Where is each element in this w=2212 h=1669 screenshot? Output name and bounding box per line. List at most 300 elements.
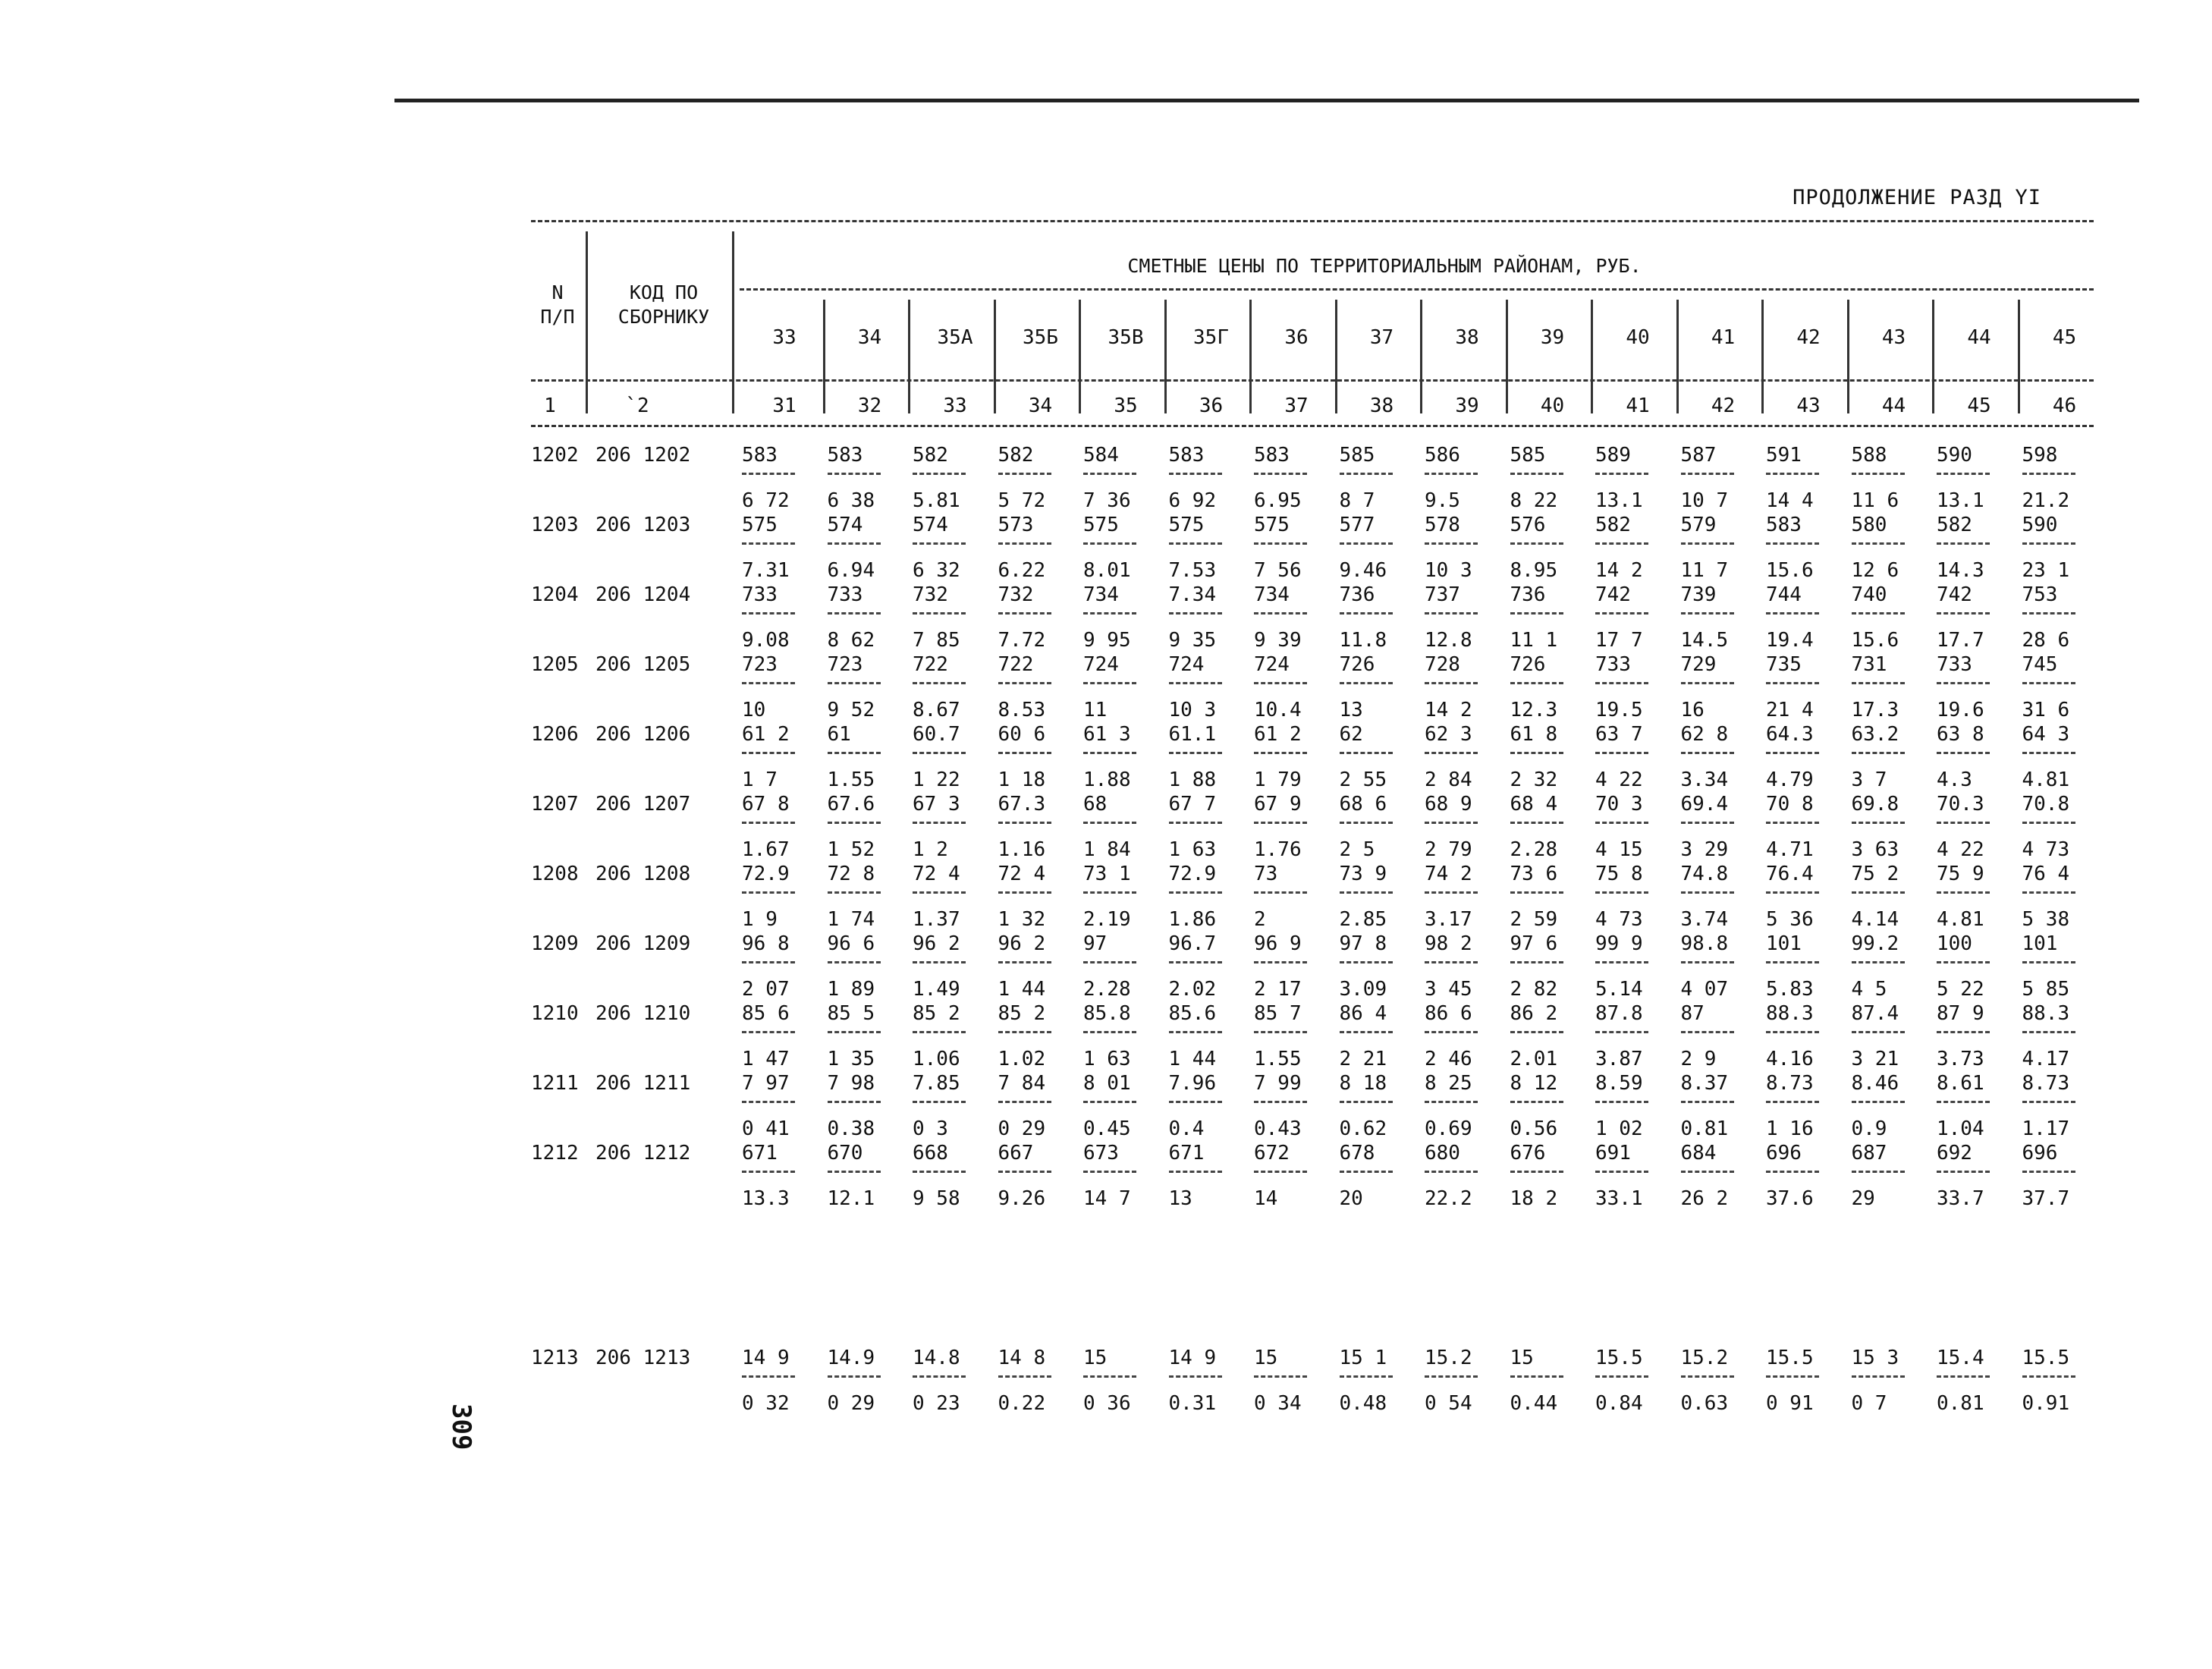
fraction-line: [1425, 682, 1478, 684]
price-cell-top: 62 3: [1425, 723, 1472, 746]
fraction-line: [1169, 1031, 1222, 1033]
price-cell-bottom: 9 52: [827, 699, 875, 721]
price-cell-top: 579: [1680, 514, 1717, 536]
fraction-line: [1937, 1171, 1990, 1173]
price-cell-top: 60 6: [998, 723, 1046, 746]
price-cell-bottom: 9.08: [742, 629, 790, 652]
price-cell-bottom: 0.4: [1168, 1117, 1205, 1140]
price-cell-bottom: 1 22: [913, 768, 960, 791]
col-n-label: N П/П: [540, 281, 575, 328]
fraction-line: [828, 682, 881, 684]
price-cell-bottom: 0 41: [742, 1117, 790, 1140]
fraction-line: [1254, 961, 1307, 963]
price-cell-top: 590: [2022, 514, 2058, 536]
row-code: 206 1205: [595, 653, 691, 676]
fraction-line: [1595, 1375, 1648, 1378]
fraction-line: [1425, 1031, 1478, 1033]
price-cell-top: 740: [1851, 583, 1887, 606]
fraction-line: [1937, 891, 1990, 894]
price-cell-top: 691: [1595, 1142, 1631, 1165]
price-cell-top: 98 2: [1425, 932, 1472, 955]
price-cell-bottom: 0.91: [2022, 1392, 2070, 1415]
row-code: 206 1207: [595, 793, 691, 816]
price-cell-top: 670: [827, 1142, 863, 1165]
fraction-line: [742, 542, 795, 545]
fraction-line: [1083, 752, 1136, 754]
price-cell-top: 15.5: [1595, 1347, 1643, 1369]
price-cell-bottom: 2 59: [1510, 908, 1558, 931]
column-number-1: 1: [544, 394, 556, 417]
price-cell-top: 668: [913, 1142, 948, 1165]
district-header-cell: 35Г: [1193, 326, 1229, 349]
row-number: 1213: [531, 1347, 579, 1369]
fraction-line: [1340, 1031, 1393, 1033]
price-cell-top: 723: [827, 653, 863, 676]
price-cell-top: 15 1: [1339, 1347, 1387, 1369]
price-cell-top: 667: [998, 1142, 1034, 1165]
fraction-line: [998, 1171, 1051, 1173]
fraction-line: [1937, 1101, 1990, 1103]
fraction-line: [2022, 473, 2075, 475]
price-cell-top: 728: [1425, 653, 1460, 676]
price-cell-bottom: 2 07: [742, 978, 790, 1001]
fraction-line: [2022, 1031, 2075, 1033]
fraction-line: [828, 891, 881, 894]
fraction-line: [1595, 822, 1648, 824]
fraction-line: [1340, 1375, 1393, 1378]
price-cell-top: 676: [1510, 1142, 1546, 1165]
price-cell-top: 14 9: [742, 1347, 790, 1369]
price-cell-bottom: 2.01: [1510, 1048, 1558, 1070]
column-number-cell: 31: [772, 394, 797, 417]
row-number: 1211: [531, 1072, 579, 1095]
price-cell-top: 69.8: [1851, 793, 1899, 816]
price-cell-top: 73: [1254, 863, 1278, 885]
fraction-line: [1852, 473, 1905, 475]
fraction-line: [1852, 752, 1905, 754]
price-cell-bottom: 1 18: [998, 768, 1046, 791]
fraction-line: [1681, 961, 1734, 963]
row-number: 1209: [531, 932, 579, 955]
price-cell-bottom: 0 34: [1254, 1392, 1302, 1415]
fraction-line: [1083, 612, 1136, 614]
price-cell-top: 68 4: [1510, 793, 1558, 816]
fraction-line: [1681, 752, 1734, 754]
fraction-line: [742, 682, 795, 684]
price-cell-bottom: 0 91: [1766, 1392, 1814, 1415]
price-cell-top: 582: [913, 444, 948, 467]
fraction-line: [1937, 473, 1990, 475]
fraction-line: [1254, 1171, 1307, 1173]
fraction-line: [2022, 1171, 2075, 1173]
price-cell-top: 15.5: [1766, 1347, 1814, 1369]
price-cell-top: 15.2: [1425, 1347, 1472, 1369]
row-number: 1203: [531, 514, 579, 536]
fraction-line: [1510, 1171, 1563, 1173]
price-cell-top: 7 99: [1254, 1072, 1302, 1095]
fraction-line: [1595, 891, 1648, 894]
fraction-line: [828, 612, 881, 614]
fraction-line: [998, 961, 1051, 963]
price-cell-top: 75 8: [1595, 863, 1643, 885]
price-cell-bottom: 5 38: [2022, 908, 2070, 931]
price-cell-top: 575: [742, 514, 778, 536]
price-cell-top: 101: [1766, 932, 1802, 955]
fraction-line: [1595, 961, 1648, 963]
price-cell-bottom: 29: [1851, 1187, 1875, 1210]
fraction-line: [1425, 473, 1478, 475]
fraction-line: [913, 1171, 966, 1173]
price-cell-top: 586: [1425, 444, 1460, 467]
price-cell-bottom: 8.67: [913, 699, 960, 721]
price-cell-top: 74 2: [1425, 863, 1472, 885]
price-cell-top: 684: [1680, 1142, 1717, 1165]
fraction-line: [1083, 961, 1136, 963]
price-cell-top: 72.9: [742, 863, 790, 885]
price-cell-top: 75 9: [1937, 863, 1984, 885]
price-cell-top: 582: [1595, 514, 1631, 536]
price-cell-bottom: 13.3: [742, 1187, 790, 1210]
header-mid-rule: [531, 379, 2094, 382]
row-code: 206 1213: [595, 1347, 691, 1369]
fraction-line: [2022, 612, 2075, 614]
fraction-line: [1254, 752, 1307, 754]
price-cell-bottom: 0 29: [998, 1117, 1046, 1140]
price-cell-top: 722: [998, 653, 1034, 676]
price-cell-bottom: 31 6: [2022, 699, 2070, 721]
fraction-line: [742, 752, 795, 754]
fraction-line: [1937, 612, 1990, 614]
fraction-line: [1340, 1101, 1393, 1103]
price-cell-bottom: 13.1: [1937, 489, 1984, 512]
price-cell-bottom: 0 36: [1083, 1392, 1131, 1415]
price-cell-bottom: 33.7: [1937, 1187, 1984, 1210]
price-cell-top: 85 2: [913, 1002, 960, 1025]
price-cell-bottom: 19.5: [1595, 699, 1643, 721]
fraction-line: [828, 1101, 881, 1103]
price-cell-top: 583: [1766, 514, 1802, 536]
price-cell-bottom: 2.28: [1083, 978, 1131, 1001]
district-header-cell: 34: [857, 326, 882, 349]
column-number-cell: 43: [1796, 394, 1821, 417]
price-cell-bottom: 2 46: [1425, 1048, 1472, 1070]
fraction-line: [1510, 891, 1563, 894]
fraction-line: [1425, 1375, 1478, 1378]
price-cell-bottom: 6.22: [998, 559, 1046, 582]
price-cell-bottom: 2 84: [1425, 768, 1472, 791]
fraction-line: [1852, 682, 1905, 684]
price-cell-top: 70 8: [1766, 793, 1814, 816]
fraction-line: [998, 542, 1051, 545]
price-cell-bottom: 37.6: [1766, 1187, 1814, 1210]
price-cell-top: 61 3: [1083, 723, 1131, 746]
price-cell-top: 61 2: [1254, 723, 1302, 746]
fraction-line: [828, 822, 881, 824]
fraction-line: [1852, 542, 1905, 545]
price-cell-top: 732: [913, 583, 948, 606]
row-code: 206 1211: [595, 1072, 691, 1095]
fraction-line: [1083, 1375, 1136, 1378]
price-cell-top: 7 98: [827, 1072, 875, 1095]
price-cell-bottom: 4 5: [1851, 978, 1887, 1001]
price-cell-top: 576: [1510, 514, 1546, 536]
price-cell-bottom: 28 6: [2022, 629, 2070, 652]
price-cell-top: 736: [1510, 583, 1546, 606]
price-cell-top: 582: [1937, 514, 1972, 536]
fraction-line: [1425, 822, 1478, 824]
price-cell-bottom: 1.17: [2022, 1117, 2070, 1140]
price-cell-top: 7 84: [998, 1072, 1046, 1095]
fraction-line: [1425, 752, 1478, 754]
price-cell-bottom: 1 7: [742, 768, 778, 791]
fraction-line: [1937, 682, 1990, 684]
fraction-line: [1340, 682, 1393, 684]
price-cell-top: 585: [1339, 444, 1375, 467]
fraction-line: [1852, 1101, 1905, 1103]
price-cell-top: 72 4: [913, 863, 960, 885]
fraction-line: [1254, 1101, 1307, 1103]
price-cell-bottom: 8.95: [1510, 559, 1558, 582]
fraction-line: [828, 1171, 881, 1173]
price-cell-top: 671: [742, 1142, 778, 1165]
price-cell-top: 73 1: [1083, 863, 1131, 885]
price-cell-top: 75 2: [1851, 863, 1899, 885]
column-number-cell: 32: [857, 394, 882, 417]
price-cell-top: 583: [1254, 444, 1290, 467]
fraction-line: [1254, 822, 1307, 824]
fraction-line: [1083, 682, 1136, 684]
price-cell-bottom: 0.63: [1680, 1392, 1729, 1415]
price-cell-bottom: 1.02: [998, 1048, 1046, 1070]
price-cell-top: 86 4: [1339, 1002, 1387, 1025]
price-cell-bottom: 9.26: [998, 1187, 1046, 1210]
price-cell-top: 85 2: [998, 1002, 1046, 1025]
price-cell-bottom: 0.22: [998, 1392, 1046, 1415]
fraction-line: [2022, 682, 2075, 684]
column-number-cell: 34: [1028, 394, 1053, 417]
price-cell-bottom: 6 38: [827, 489, 875, 512]
price-cell-top: 8.73: [1766, 1072, 1814, 1095]
row-code: 206 1206: [595, 723, 691, 746]
district-header-cell: 40: [1626, 326, 1650, 349]
price-cell-bottom: 0.84: [1595, 1392, 1643, 1415]
price-cell-bottom: 8 7: [1339, 489, 1375, 512]
price-cell-top: 72.9: [1168, 863, 1217, 885]
price-cell-bottom: 5 22: [1937, 978, 1984, 1001]
price-cell-bottom: 15.6: [1851, 629, 1899, 652]
price-cell-bottom: 7 36: [1083, 489, 1131, 512]
price-cell-bottom: 1.49: [913, 978, 960, 1001]
price-cell-bottom: 14: [1254, 1187, 1278, 1210]
price-cell-bottom: 1 88: [1168, 768, 1217, 791]
price-cell-top: 61 8: [1510, 723, 1558, 746]
fraction-line: [828, 542, 881, 545]
price-cell-bottom: 4.16: [1766, 1048, 1814, 1070]
price-cell-bottom: 1 44: [998, 978, 1046, 1001]
fraction-line: [1340, 473, 1393, 475]
column-number-cell: 44: [1881, 394, 1906, 417]
price-cell-bottom: 5.83: [1766, 978, 1814, 1001]
fraction-line: [1595, 612, 1648, 614]
fraction-line: [1852, 1171, 1905, 1173]
price-cell-bottom: 7.72: [998, 629, 1046, 652]
fraction-line: [1169, 891, 1222, 894]
column-number-cell: 41: [1626, 394, 1650, 417]
price-cell-bottom: 22.2: [1425, 1187, 1472, 1210]
row-number: 1202: [531, 444, 579, 467]
price-cell-bottom: 5.81: [913, 489, 960, 512]
price-cell-bottom: 1 74: [827, 908, 875, 931]
price-cell-top: 8 25: [1425, 1072, 1472, 1095]
fraction-line: [1937, 961, 1990, 963]
fraction-line: [998, 1375, 1051, 1378]
price-cell-top: 734: [1254, 583, 1290, 606]
price-cell-top: 96 8: [742, 932, 790, 955]
price-cell-bottom: 1 9: [742, 908, 778, 931]
fraction-line: [1169, 1375, 1222, 1378]
price-cell-bottom: 0 23: [913, 1392, 960, 1415]
fraction-line: [1425, 1171, 1478, 1173]
price-cell-top: 68 6: [1339, 793, 1387, 816]
price-cell-bottom: 7.53: [1168, 559, 1217, 582]
price-cell-top: 76 4: [2022, 863, 2070, 885]
fraction-line: [998, 1031, 1051, 1033]
header-vline: [586, 231, 588, 413]
price-cell-bottom: 8 22: [1510, 489, 1558, 512]
price-cell-bottom: 1.88: [1083, 768, 1131, 791]
price-cell-top: 76.4: [1766, 863, 1814, 885]
fraction-line: [1510, 473, 1563, 475]
top-rule: [394, 99, 2139, 102]
price-cell-bottom: 11.8: [1339, 629, 1387, 652]
fraction-line: [913, 822, 966, 824]
price-cell-top: 733: [1937, 653, 1972, 676]
price-cell-bottom: 4.14: [1851, 908, 1899, 931]
price-cell-top: 733: [827, 583, 863, 606]
fraction-line: [2022, 542, 2075, 545]
price-cell-bottom: 4 22: [1937, 838, 1984, 861]
price-cell-bottom: 17.3: [1851, 699, 1899, 721]
price-cell-bottom: 2 82: [1510, 978, 1558, 1001]
price-cell-bottom: 1.86: [1168, 908, 1217, 931]
price-cell-top: 64.3: [1766, 723, 1814, 746]
price-cell-top: 573: [998, 514, 1034, 536]
fraction-line: [913, 473, 966, 475]
price-cell-bottom: 1 63: [1168, 838, 1217, 861]
price-cell-top: 63 8: [1937, 723, 1984, 746]
price-cell-bottom: 7.31: [742, 559, 790, 582]
price-cell-bottom: 12.3: [1510, 699, 1558, 721]
price-cell-bottom: 13: [1339, 699, 1363, 721]
price-cell-bottom: 3 45: [1425, 978, 1472, 1001]
fraction-line: [1681, 542, 1734, 545]
price-cell-bottom: 4.17: [2022, 1048, 2070, 1070]
price-cell-top: 63 7: [1595, 723, 1643, 746]
fraction-line: [1766, 1101, 1819, 1103]
price-cell-top: 87: [1680, 1002, 1705, 1025]
price-cell-bottom: 17.7: [1937, 629, 1984, 652]
price-cell-top: 584: [1083, 444, 1119, 467]
price-cell-top: 62 8: [1680, 723, 1729, 746]
price-cell-bottom: 16: [1680, 699, 1705, 721]
price-cell-top: 85 6: [742, 1002, 790, 1025]
price-cell-top: 96 6: [827, 932, 875, 955]
fraction-line: [1766, 752, 1819, 754]
price-cell-bottom: 2 21: [1339, 1048, 1387, 1070]
price-cell-bottom: 0.45: [1083, 1117, 1131, 1140]
price-cell-bottom: 13: [1168, 1187, 1192, 1210]
price-cell-bottom: 1.55: [1254, 1048, 1302, 1070]
fraction-line: [828, 752, 881, 754]
price-cell-top: 86 6: [1425, 1002, 1472, 1025]
price-cell-bottom: 1.04: [1937, 1117, 1984, 1140]
price-cell-top: 8 12: [1510, 1072, 1558, 1095]
price-cell-top: 68: [1083, 793, 1108, 816]
price-cell-bottom: 12.1: [827, 1187, 875, 1210]
price-cell-bottom: 2 55: [1339, 768, 1387, 791]
price-cell-bottom: 1.55: [827, 768, 875, 791]
price-cell-top: 742: [1595, 583, 1631, 606]
price-cell-top: 7.34: [1168, 583, 1217, 606]
price-cell-bottom: 6 32: [913, 559, 960, 582]
fraction-line: [1254, 682, 1307, 684]
price-cell-top: 73 6: [1510, 863, 1558, 885]
price-cell-bottom: 4 15: [1595, 838, 1643, 861]
price-cell-bottom: 14 7: [1083, 1187, 1131, 1210]
price-cell-bottom: 0 54: [1425, 1392, 1472, 1415]
fraction-line: [1766, 822, 1819, 824]
price-cell-bottom: 17 7: [1595, 629, 1643, 652]
price-cell-bottom: 0 3: [913, 1117, 948, 1140]
price-cell-top: 97: [1083, 932, 1108, 955]
fraction-line: [913, 891, 966, 894]
price-cell-top: 67 7: [1168, 793, 1217, 816]
price-cell-top: 589: [1595, 444, 1631, 467]
fraction-line: [2022, 1375, 2075, 1378]
price-cell-bottom: 1 89: [827, 978, 875, 1001]
price-cell-top: 587: [1680, 444, 1717, 467]
price-cell-bottom: 9 58: [913, 1187, 960, 1210]
price-cell-top: 575: [1083, 514, 1119, 536]
page-number: 309: [446, 1403, 476, 1451]
price-cell-top: 70.8: [2022, 793, 2070, 816]
fraction-line: [1510, 1031, 1563, 1033]
fraction-line: [742, 1375, 795, 1378]
price-cell-top: 585: [1510, 444, 1546, 467]
fraction-line: [1852, 891, 1905, 894]
column-number-cell: 45: [1967, 394, 1991, 417]
price-cell-bottom: 14.3: [1937, 559, 1984, 582]
fraction-line: [913, 752, 966, 754]
column-number-cell: 40: [1540, 394, 1565, 417]
price-cell-top: 578: [1425, 514, 1460, 536]
price-cell-bottom: 4.71: [1766, 838, 1814, 861]
price-cell-bottom: 12.8: [1425, 629, 1472, 652]
price-cell-bottom: 0.56: [1510, 1117, 1558, 1140]
fraction-line: [828, 961, 881, 963]
price-cell-top: 753: [2022, 583, 2058, 606]
fraction-line: [1937, 1031, 1990, 1033]
price-cell-top: 61.1: [1168, 723, 1217, 746]
price-cell-top: 85 7: [1254, 1002, 1302, 1025]
fraction-line: [742, 1171, 795, 1173]
district-header-cell: 33: [772, 326, 797, 349]
fraction-line: [1852, 822, 1905, 824]
fraction-line: [1510, 612, 1563, 614]
price-cell-bottom: 1.16: [998, 838, 1046, 861]
fraction-line: [1169, 752, 1222, 754]
price-cell-top: 73 9: [1339, 863, 1387, 885]
